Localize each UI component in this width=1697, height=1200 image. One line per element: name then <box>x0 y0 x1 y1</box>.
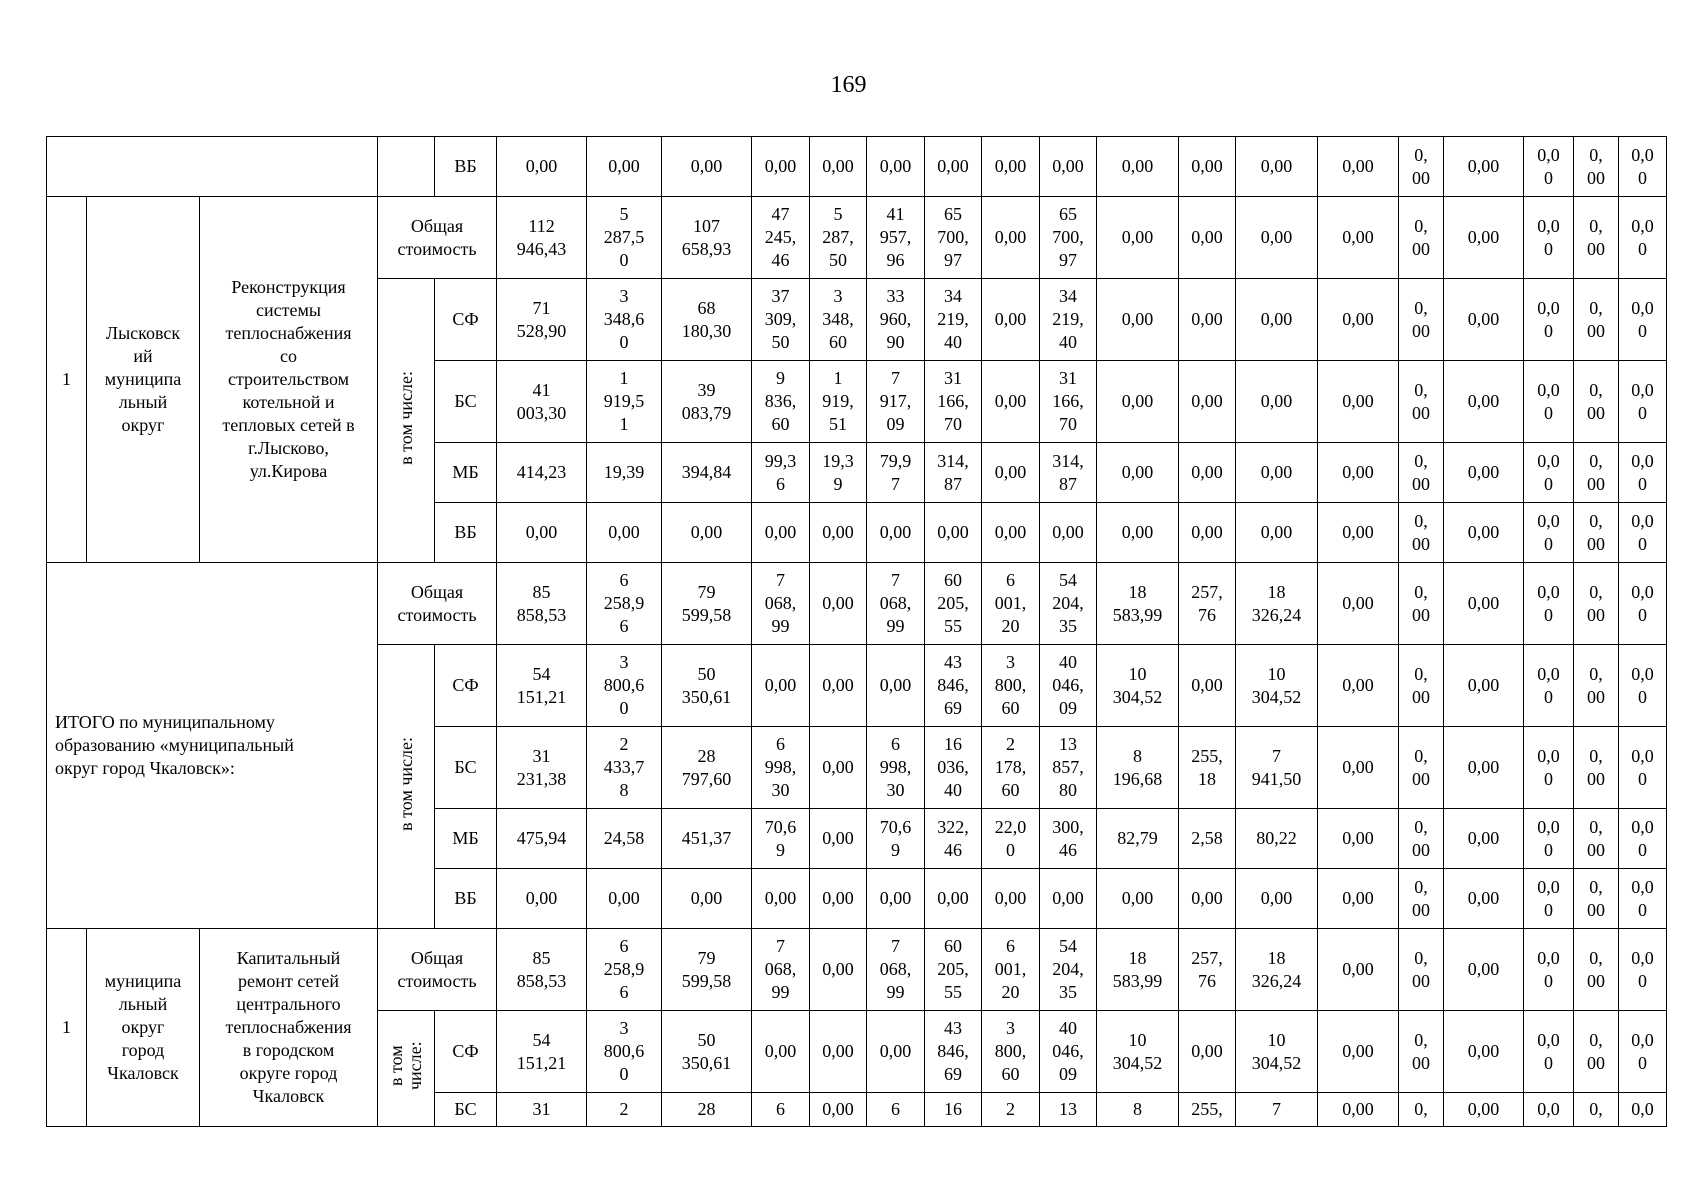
value-cell: 0, 00 <box>1399 869 1444 929</box>
value-cell: 7 068, 99 <box>867 563 925 645</box>
value-cell: 0,00 <box>810 1011 867 1093</box>
value-cell: 0,00 <box>1097 137 1179 197</box>
value-cell: 18 583,99 <box>1097 563 1179 645</box>
value-cell: 0, 00 <box>1574 137 1619 197</box>
value-cell: 0, 00 <box>1574 279 1619 361</box>
value-cell: 0,00 <box>810 1093 867 1127</box>
empty-header-cell <box>47 137 378 197</box>
fund-label: ВБ <box>435 869 497 929</box>
value-cell: 0,00 <box>810 869 867 929</box>
value-cell: 0,0 0 <box>1619 645 1667 727</box>
value-cell: 0,00 <box>982 361 1040 443</box>
table-row <box>47 197 1667 279</box>
value-cell: 0,00 <box>1097 361 1179 443</box>
value-cell: 0,00 <box>982 443 1040 503</box>
value-cell: 7 068, 99 <box>752 929 810 1011</box>
value-cell: 0,00 <box>1179 645 1236 727</box>
value-cell: 0,00 <box>1444 279 1524 361</box>
value-cell: 0,00 <box>1236 279 1318 361</box>
value-cell: 0, 00 <box>1399 1011 1444 1093</box>
value-cell: 0, 00 <box>1574 563 1619 645</box>
value-cell: 34 219, 40 <box>925 279 982 361</box>
value-cell: 0,00 <box>1179 279 1236 361</box>
including-label: в том числе: <box>378 279 435 563</box>
value-cell: 257, 76 <box>1179 929 1236 1011</box>
fund-label: МБ <box>435 809 497 869</box>
funding-table <box>46 136 1667 1127</box>
value-cell: 1 919, 51 <box>810 361 867 443</box>
value-cell: 0,00 <box>662 869 752 929</box>
value-cell: 0,00 <box>752 137 810 197</box>
value-cell: 54 151,21 <box>497 1011 587 1093</box>
value-cell: 0,00 <box>752 645 810 727</box>
table-row <box>47 137 1667 197</box>
value-cell: 0,00 <box>1444 929 1524 1011</box>
value-cell: 99,3 6 <box>752 443 810 503</box>
value-cell: 2 <box>982 1093 1040 1127</box>
value-cell: 18 326,24 <box>1236 563 1318 645</box>
value-cell: 0, <box>1399 1093 1444 1127</box>
value-cell: 0,0 <box>1524 1093 1574 1127</box>
value-cell: 0,00 <box>752 503 810 563</box>
value-cell: 85 858,53 <box>497 929 587 1011</box>
value-cell: 0,00 <box>497 137 587 197</box>
value-cell: 0,00 <box>1444 645 1524 727</box>
value-cell: 3 348, 60 <box>810 279 867 361</box>
value-cell: 19,39 <box>587 443 662 503</box>
value-cell: 16 <box>925 1093 982 1127</box>
value-cell: 41 957, 96 <box>867 197 925 279</box>
value-cell: 0,00 <box>1444 503 1524 563</box>
value-cell: 0,00 <box>810 503 867 563</box>
value-cell: 54 204, 35 <box>1040 563 1097 645</box>
value-cell: 414,23 <box>497 443 587 503</box>
value-cell: 0, 00 <box>1399 361 1444 443</box>
row-number: 1 <box>47 197 87 563</box>
value-cell: 7 941,50 <box>1236 727 1318 809</box>
value-cell: 0,0 0 <box>1524 503 1574 563</box>
value-cell: 0,0 0 <box>1524 279 1574 361</box>
value-cell: 0, 00 <box>1399 929 1444 1011</box>
value-cell: 6 998, 30 <box>867 727 925 809</box>
value-cell: 0, 00 <box>1399 137 1444 197</box>
value-cell: 0,00 <box>1444 727 1524 809</box>
table-row <box>47 563 1667 645</box>
value-cell: 10 304,52 <box>1097 1011 1179 1093</box>
value-cell: 0,00 <box>1097 197 1179 279</box>
value-cell: 0, 00 <box>1399 809 1444 869</box>
value-cell: 79 599,58 <box>662 563 752 645</box>
total-cost-label: Общая стоимость <box>378 197 497 279</box>
value-cell: 255, <box>1179 1093 1236 1127</box>
value-cell: 0,00 <box>810 645 867 727</box>
value-cell: 0,00 <box>1318 929 1399 1011</box>
object-name: Капитальный ремонт сетей центрального теплоснабжения в городском округе город Чкаловск <box>200 929 378 1127</box>
total-cost-label: Общая стоимость <box>378 563 497 645</box>
value-cell: 0,00 <box>497 503 587 563</box>
value-cell: 31 231,38 <box>497 727 587 809</box>
value-cell: 0, 00 <box>1574 197 1619 279</box>
value-cell: 0, 00 <box>1574 809 1619 869</box>
value-cell: 0,00 <box>1236 869 1318 929</box>
value-cell: 82,79 <box>1097 809 1179 869</box>
value-cell: 0,0 0 <box>1524 443 1574 503</box>
value-cell: 6 <box>867 1093 925 1127</box>
value-cell: 0,0 0 <box>1524 137 1574 197</box>
value-cell: 31 166, 70 <box>1040 361 1097 443</box>
value-cell: 1 919,5 1 <box>587 361 662 443</box>
value-cell: 0, 00 <box>1574 929 1619 1011</box>
fund-label: БС <box>435 361 497 443</box>
value-cell: 33 960, 90 <box>867 279 925 361</box>
value-cell: 0,00 <box>1318 1011 1399 1093</box>
value-cell: 0,00 <box>587 503 662 563</box>
value-cell: 0,00 <box>1318 645 1399 727</box>
value-cell: 0, 00 <box>1399 279 1444 361</box>
value-cell: 6 001, 20 <box>982 563 1040 645</box>
object-name: Реконструкция системы теплоснабжения со строительством котельной и тепловых сетей в г.Лысково, ул.Кирова <box>200 197 378 563</box>
value-cell: 80,22 <box>1236 809 1318 869</box>
value-cell: 85 858,53 <box>497 563 587 645</box>
value-cell: 0, 00 <box>1574 1011 1619 1093</box>
total-cost-label: Общая стоимость <box>378 929 497 1011</box>
value-cell: 0,00 <box>867 869 925 929</box>
value-cell: 0,00 <box>1318 727 1399 809</box>
value-cell: 0,00 <box>1236 503 1318 563</box>
fund-label: СФ <box>435 279 497 361</box>
value-cell: 0,0 0 <box>1524 361 1574 443</box>
value-cell: 0,00 <box>497 869 587 929</box>
value-cell: 2,58 <box>1179 809 1236 869</box>
value-cell: 43 846, 69 <box>925 1011 982 1093</box>
value-cell: 6 001, 20 <box>982 929 1040 1011</box>
value-cell: 0,00 <box>662 503 752 563</box>
value-cell: 0,00 <box>1097 279 1179 361</box>
value-cell: 0, 00 <box>1574 361 1619 443</box>
value-cell: 50 350,61 <box>662 1011 752 1093</box>
fund-label: СФ <box>435 645 497 727</box>
value-cell: 0,00 <box>1444 443 1524 503</box>
value-cell: 0,00 <box>1444 1093 1524 1127</box>
page-number: 169 <box>830 72 867 98</box>
value-cell: 451,37 <box>662 809 752 869</box>
value-cell: 3 348,6 0 <box>587 279 662 361</box>
value-cell: 0,00 <box>1444 809 1524 869</box>
value-cell: 54 204, 35 <box>1040 929 1097 1011</box>
value-cell: 37 309, 50 <box>752 279 810 361</box>
value-cell: 0, 00 <box>1399 727 1444 809</box>
value-cell: 0,0 0 <box>1619 443 1667 503</box>
value-cell: 0, 00 <box>1399 645 1444 727</box>
value-cell: 2 <box>587 1093 662 1127</box>
value-cell: 0,00 <box>867 1011 925 1093</box>
value-cell: 0, 00 <box>1399 503 1444 563</box>
value-cell: 70,6 9 <box>752 809 810 869</box>
value-cell: 0,0 0 <box>1619 727 1667 809</box>
value-cell: 0,00 <box>925 503 982 563</box>
value-cell: 0,00 <box>810 809 867 869</box>
value-cell: 0,0 0 <box>1619 809 1667 869</box>
value-cell: 13 857, 80 <box>1040 727 1097 809</box>
value-cell: 0,00 <box>810 727 867 809</box>
value-cell: 0,00 <box>1318 563 1399 645</box>
including-label: в том числе: <box>378 645 435 929</box>
including-label: в том числе: <box>378 1011 435 1127</box>
value-cell: 314, 87 <box>925 443 982 503</box>
value-cell: 0,00 <box>1444 1011 1524 1093</box>
value-cell: 0,00 <box>810 929 867 1011</box>
value-cell: 0,0 0 <box>1524 809 1574 869</box>
value-cell: 0,0 0 <box>1619 1011 1667 1093</box>
value-cell: 0,0 0 <box>1619 869 1667 929</box>
value-cell: 0,0 0 <box>1524 1011 1574 1093</box>
value-cell: 0,00 <box>1179 361 1236 443</box>
value-cell: 28 797,60 <box>662 727 752 809</box>
fund-label: ВБ <box>435 137 497 197</box>
value-cell: 0,00 <box>1318 137 1399 197</box>
empty-cell <box>378 137 435 197</box>
value-cell: 6 258,9 6 <box>587 563 662 645</box>
value-cell: 31 166, 70 <box>925 361 982 443</box>
value-cell: 10 304,52 <box>1097 645 1179 727</box>
value-cell: 0,0 0 <box>1524 869 1574 929</box>
value-cell: 0,0 0 <box>1524 563 1574 645</box>
value-cell: 0,0 0 <box>1619 503 1667 563</box>
value-cell: 0,00 <box>1040 869 1097 929</box>
value-cell: 0,00 <box>982 197 1040 279</box>
value-cell: 300, 46 <box>1040 809 1097 869</box>
value-cell: 0,0 0 <box>1619 137 1667 197</box>
value-cell: 41 003,30 <box>497 361 587 443</box>
value-cell: 65 700, 97 <box>925 197 982 279</box>
value-cell: 18 583,99 <box>1097 929 1179 1011</box>
value-cell: 0,0 0 <box>1619 361 1667 443</box>
value-cell: 255, 18 <box>1179 727 1236 809</box>
value-cell: 0,00 <box>1040 503 1097 563</box>
value-cell: 7 917, 09 <box>867 361 925 443</box>
value-cell: 0,00 <box>867 503 925 563</box>
value-cell: 3 800,6 0 <box>587 645 662 727</box>
value-cell: 22,0 0 <box>982 809 1040 869</box>
value-cell: 9 836, 60 <box>752 361 810 443</box>
value-cell: 10 304,52 <box>1236 1011 1318 1093</box>
value-cell: 0, 00 <box>1574 869 1619 929</box>
value-cell: 3 800,6 0 <box>587 1011 662 1093</box>
value-cell: 71 528,90 <box>497 279 587 361</box>
value-cell: 2 433,7 8 <box>587 727 662 809</box>
value-cell: 8 <box>1097 1093 1179 1127</box>
value-cell: 0, 00 <box>1574 443 1619 503</box>
value-cell: 8 196,68 <box>1097 727 1179 809</box>
value-cell: 475,94 <box>497 809 587 869</box>
value-cell: 0,00 <box>1179 197 1236 279</box>
total-label: ИТОГО по муниципальному образованию «муниципальный округ город Чкаловск»: <box>47 563 378 929</box>
value-cell: 0,0 0 <box>1524 929 1574 1011</box>
value-cell: 0,00 <box>1318 443 1399 503</box>
value-cell: 6 258,9 6 <box>587 929 662 1011</box>
row-number: 1 <box>47 929 87 1127</box>
value-cell: 0,00 <box>867 137 925 197</box>
value-cell: 0,00 <box>1179 137 1236 197</box>
value-cell: 0,00 <box>752 869 810 929</box>
value-cell: 6 998, 30 <box>752 727 810 809</box>
value-cell: 314, 87 <box>1040 443 1097 503</box>
value-cell: 10 304,52 <box>1236 645 1318 727</box>
value-cell: 0,00 <box>1444 361 1524 443</box>
value-cell: 6 <box>752 1093 810 1127</box>
value-cell: 0,00 <box>587 137 662 197</box>
value-cell: 70,6 9 <box>867 809 925 869</box>
value-cell: 0,00 <box>1179 503 1236 563</box>
value-cell: 0,00 <box>982 279 1040 361</box>
value-cell: 34 219, 40 <box>1040 279 1097 361</box>
value-cell: 0,00 <box>810 137 867 197</box>
value-cell: 107 658,93 <box>662 197 752 279</box>
value-cell: 79,9 7 <box>867 443 925 503</box>
value-cell: 0,00 <box>867 645 925 727</box>
value-cell: 0,00 <box>1236 137 1318 197</box>
value-cell: 5 287,5 0 <box>587 197 662 279</box>
value-cell: 0,00 <box>1318 279 1399 361</box>
value-cell: 60 205, 55 <box>925 563 982 645</box>
value-cell: 0,00 <box>1318 361 1399 443</box>
fund-label: СФ <box>435 1011 497 1093</box>
value-cell: 0, 00 <box>1574 503 1619 563</box>
value-cell: 0,00 <box>662 137 752 197</box>
value-cell: 40 046, 09 <box>1040 1011 1097 1093</box>
value-cell: 40 046, 09 <box>1040 645 1097 727</box>
value-cell: 31 <box>497 1093 587 1127</box>
value-cell: 39 083,79 <box>662 361 752 443</box>
value-cell: 0,0 0 <box>1619 929 1667 1011</box>
value-cell: 0,00 <box>1097 869 1179 929</box>
value-cell: 0,00 <box>925 137 982 197</box>
value-cell: 24,58 <box>587 809 662 869</box>
value-cell: 0,00 <box>982 137 1040 197</box>
value-cell: 5 287, 50 <box>810 197 867 279</box>
value-cell: 0,00 <box>1318 809 1399 869</box>
value-cell: 0,00 <box>1179 869 1236 929</box>
value-cell: 0,0 <box>1619 1093 1667 1127</box>
value-cell: 0,00 <box>1318 197 1399 279</box>
value-cell: 322, 46 <box>925 809 982 869</box>
value-cell: 54 151,21 <box>497 645 587 727</box>
table-row <box>47 929 1667 1011</box>
value-cell: 257, 76 <box>1179 563 1236 645</box>
value-cell: 0,0 0 <box>1524 197 1574 279</box>
value-cell: 0,00 <box>1236 197 1318 279</box>
value-cell: 0, 00 <box>1399 197 1444 279</box>
value-cell: 3 800, 60 <box>982 1011 1040 1093</box>
value-cell: 0,00 <box>1444 563 1524 645</box>
value-cell: 0,0 0 <box>1619 279 1667 361</box>
value-cell: 13 <box>1040 1093 1097 1127</box>
value-cell: 0,00 <box>1097 503 1179 563</box>
value-cell: 0,00 <box>810 563 867 645</box>
value-cell: 0,00 <box>1318 503 1399 563</box>
value-cell: 7 068, 99 <box>867 929 925 1011</box>
value-cell: 0,00 <box>1444 869 1524 929</box>
value-cell: 28 <box>662 1093 752 1127</box>
value-cell: 0, 00 <box>1399 443 1444 503</box>
value-cell: 0, 00 <box>1574 645 1619 727</box>
value-cell: 0,00 <box>1236 361 1318 443</box>
value-cell: 0,0 0 <box>1524 727 1574 809</box>
value-cell: 68 180,30 <box>662 279 752 361</box>
value-cell: 0,00 <box>925 869 982 929</box>
value-cell: 112 946,43 <box>497 197 587 279</box>
value-cell: 0,00 <box>1179 443 1236 503</box>
value-cell: 0,00 <box>1040 137 1097 197</box>
value-cell: 0, 00 <box>1574 727 1619 809</box>
value-cell: 2 178, 60 <box>982 727 1040 809</box>
value-cell: 79 599,58 <box>662 929 752 1011</box>
value-cell: 0,00 <box>587 869 662 929</box>
value-cell: 394,84 <box>662 443 752 503</box>
value-cell: 7 <box>1236 1093 1318 1127</box>
value-cell: 0,0 0 <box>1524 645 1574 727</box>
value-cell: 0,00 <box>1236 443 1318 503</box>
value-cell: 43 846, 69 <box>925 645 982 727</box>
value-cell: 65 700, 97 <box>1040 197 1097 279</box>
value-cell: 0, <box>1574 1093 1619 1127</box>
value-cell: 0,00 <box>1444 197 1524 279</box>
value-cell: 0,00 <box>1318 869 1399 929</box>
value-cell: 0,00 <box>1318 1093 1399 1127</box>
value-cell: 18 326,24 <box>1236 929 1318 1011</box>
value-cell: 60 205, 55 <box>925 929 982 1011</box>
value-cell: 0,00 <box>752 1011 810 1093</box>
fund-label: БС <box>435 1093 497 1127</box>
fund-label: ВБ <box>435 503 497 563</box>
value-cell: 0,0 0 <box>1619 197 1667 279</box>
value-cell: 50 350,61 <box>662 645 752 727</box>
value-cell: 0,00 <box>1444 137 1524 197</box>
value-cell: 0,0 0 <box>1619 563 1667 645</box>
value-cell: 7 068, 99 <box>752 563 810 645</box>
value-cell: 0, 00 <box>1399 563 1444 645</box>
value-cell: 0,00 <box>982 869 1040 929</box>
value-cell: 16 036, 40 <box>925 727 982 809</box>
value-cell: 3 800, 60 <box>982 645 1040 727</box>
municipality-name: Лысковск ий муниципа льный округ <box>87 197 200 563</box>
municipality-name: муниципа льный округ город Чкаловск <box>87 929 200 1127</box>
value-cell: 19,3 9 <box>810 443 867 503</box>
fund-label: МБ <box>435 443 497 503</box>
value-cell: 0,00 <box>982 503 1040 563</box>
value-cell: 0,00 <box>1097 443 1179 503</box>
value-cell: 47 245, 46 <box>752 197 810 279</box>
value-cell: 0,00 <box>1179 1011 1236 1093</box>
fund-label: БС <box>435 727 497 809</box>
